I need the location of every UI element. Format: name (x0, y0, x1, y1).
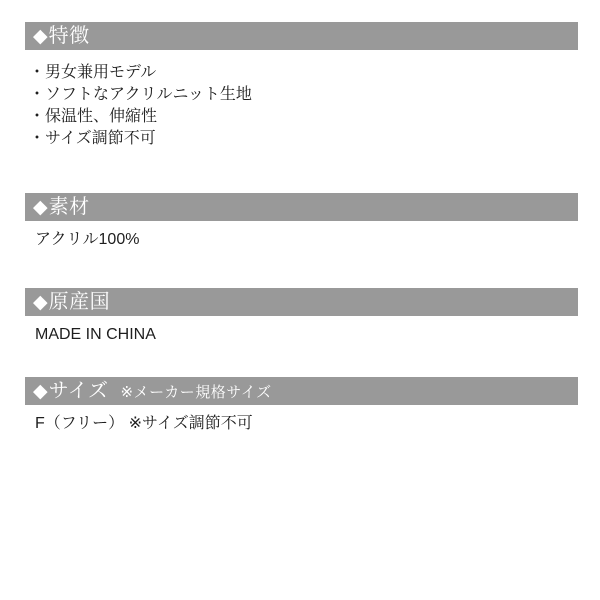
section-size-subtitle: ※メーカー規格サイズ (120, 383, 272, 401)
diamond-icon: ◆ (33, 196, 48, 218)
material-value: アクリル100% (35, 231, 140, 248)
section-origin-header (25, 288, 578, 316)
size-value: F（フリー） ※サイズ調節不可 (35, 415, 253, 432)
feature-list-item: ・男女兼用モデル (29, 64, 157, 81)
section-origin-title: 原産国 (48, 291, 111, 313)
section-material-title: 素材 (48, 196, 90, 218)
section-size (25, 377, 578, 433)
diamond-icon: ◆ (33, 25, 48, 47)
origin-value: MADE IN CHINA (35, 326, 156, 343)
section-material-header (25, 193, 578, 221)
section-features (25, 22, 578, 150)
diamond-icon: ◆ (33, 291, 48, 313)
feature-list-item: ・ソフトなアクリルニット生地 (29, 86, 252, 103)
feature-list (25, 62, 578, 150)
section-features-title: 特徴 (48, 25, 90, 47)
section-size-header (25, 377, 578, 405)
diamond-icon: ◆ (33, 380, 48, 402)
section-size-title: サイズ (48, 380, 109, 402)
feature-list-item: ・サイズ調節不可 (29, 130, 156, 147)
section-material (25, 193, 578, 249)
section-features-header (25, 22, 578, 50)
section-origin (25, 288, 578, 344)
feature-list-item: ・保温性、伸縮性 (29, 108, 158, 125)
